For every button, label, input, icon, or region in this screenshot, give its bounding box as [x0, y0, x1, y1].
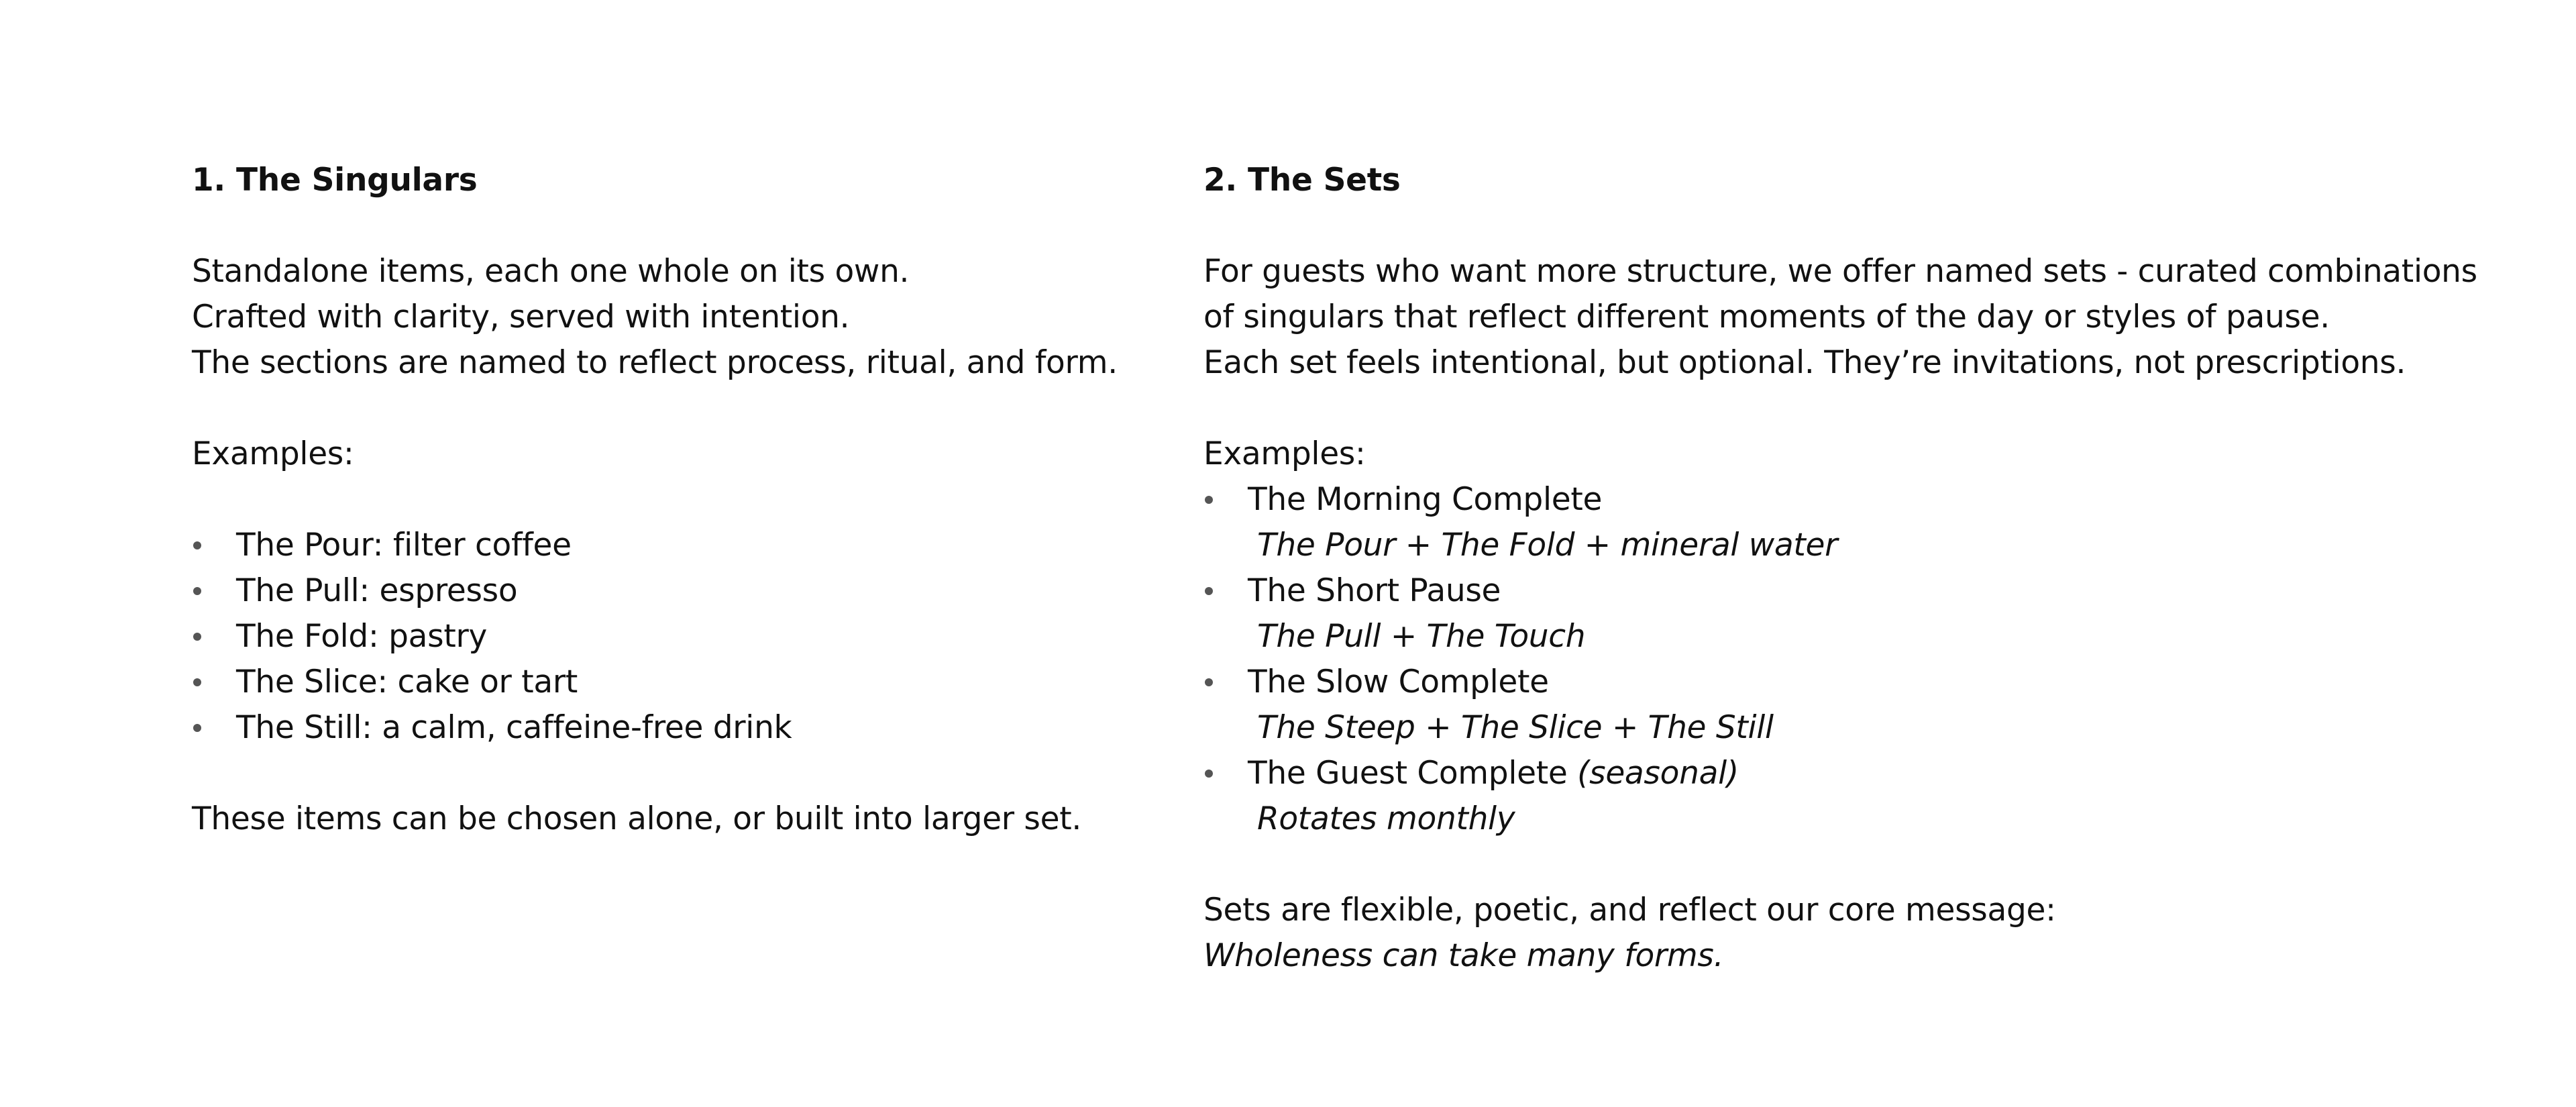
set-name-line	[1248, 751, 2465, 796]
set-name-line	[1248, 660, 2465, 705]
bullet-icon	[193, 614, 213, 660]
list-item	[192, 523, 1144, 568]
list-item	[192, 660, 1144, 705]
singular-item-label: The Pour: filter coffee	[236, 527, 572, 564]
spacer	[192, 751, 1144, 796]
sets-section	[1203, 158, 2477, 979]
set-name: The Slow Complete	[1248, 664, 1549, 700]
spacer	[1203, 842, 2465, 888]
sets-closing: Sets are flexible, poetic, and reflect our core message:	[1203, 892, 2056, 929]
set-note: (seasonal)	[1577, 755, 1739, 792]
set-description: The Pull + The Touch	[1257, 618, 1586, 655]
singular-item-label: The Slice: cake or tart	[236, 664, 578, 700]
set-description: The Pour + The Fold + mineral water	[1257, 527, 1838, 564]
sets-heading: 2. The Sets	[1203, 162, 1401, 199]
singular-item-label: The Still: a calm, caffeine-free drink	[236, 709, 792, 746]
sets-tagline: Wholeness can take many forms.	[1203, 937, 1724, 974]
spacer	[192, 386, 1144, 431]
set-description: Rotates monthly	[1257, 800, 1515, 837]
sets-intro-line: Each set feels intentional, but optional. They’re invitations, not prescriptions.	[1203, 344, 2406, 381]
list-item	[1203, 477, 2465, 568]
bullet-icon	[193, 705, 213, 751]
spacer	[192, 477, 1144, 523]
set-name-line	[1248, 568, 2465, 614]
singulars-examples-label: Examples:	[192, 435, 354, 472]
bullet-icon	[1205, 568, 1225, 614]
set-name-line	[1248, 477, 2465, 523]
list-item	[192, 568, 1144, 614]
set-name: The Guest Complete	[1248, 755, 1568, 792]
sets-intro-line: of singulars that reflect different moments of the day or styles of pause.	[1203, 299, 2330, 335]
bullet-icon	[193, 660, 213, 705]
sets-examples-label: Examples:	[1203, 435, 1366, 472]
singulars-intro-line: Crafted with clarity, served with intention.	[192, 299, 850, 335]
bullet-icon	[1205, 660, 1225, 705]
list-item	[192, 705, 1144, 751]
sets-intro-line: For guests who want more structure, we offer named sets - curated combinations	[1203, 253, 2477, 290]
singulars-intro-line: Standalone items, each one whole on its own.	[192, 253, 910, 290]
singulars-intro-line: The sections are named to reflect process, ritual, and form.	[192, 344, 1118, 381]
singular-item-label: The Pull: espresso	[236, 572, 518, 609]
spacer	[1203, 203, 2465, 249]
singulars-list	[192, 523, 1144, 751]
bullet-icon	[193, 568, 213, 614]
singulars-closing: These items can be chosen alone, or built into larger set.	[192, 800, 1081, 837]
spacer	[192, 203, 1144, 249]
list-item	[1203, 568, 2465, 660]
bullet-icon	[193, 523, 213, 568]
sets-list	[1203, 477, 2465, 842]
list-item	[1203, 660, 2465, 751]
list-item	[192, 614, 1144, 660]
bullet-icon	[1205, 751, 1225, 796]
set-name: The Morning Complete	[1248, 481, 1603, 518]
singulars-section	[192, 158, 1144, 842]
bullet-icon	[1205, 477, 1225, 523]
set-description: The Steep + The Slice + The Still	[1257, 709, 1774, 746]
list-item	[1203, 751, 2465, 842]
singulars-heading: 1. The Singulars	[192, 162, 478, 199]
spacer	[1203, 386, 2465, 431]
singular-item-label: The Fold: pastry	[236, 618, 488, 655]
set-name: The Short Pause	[1248, 572, 1501, 609]
